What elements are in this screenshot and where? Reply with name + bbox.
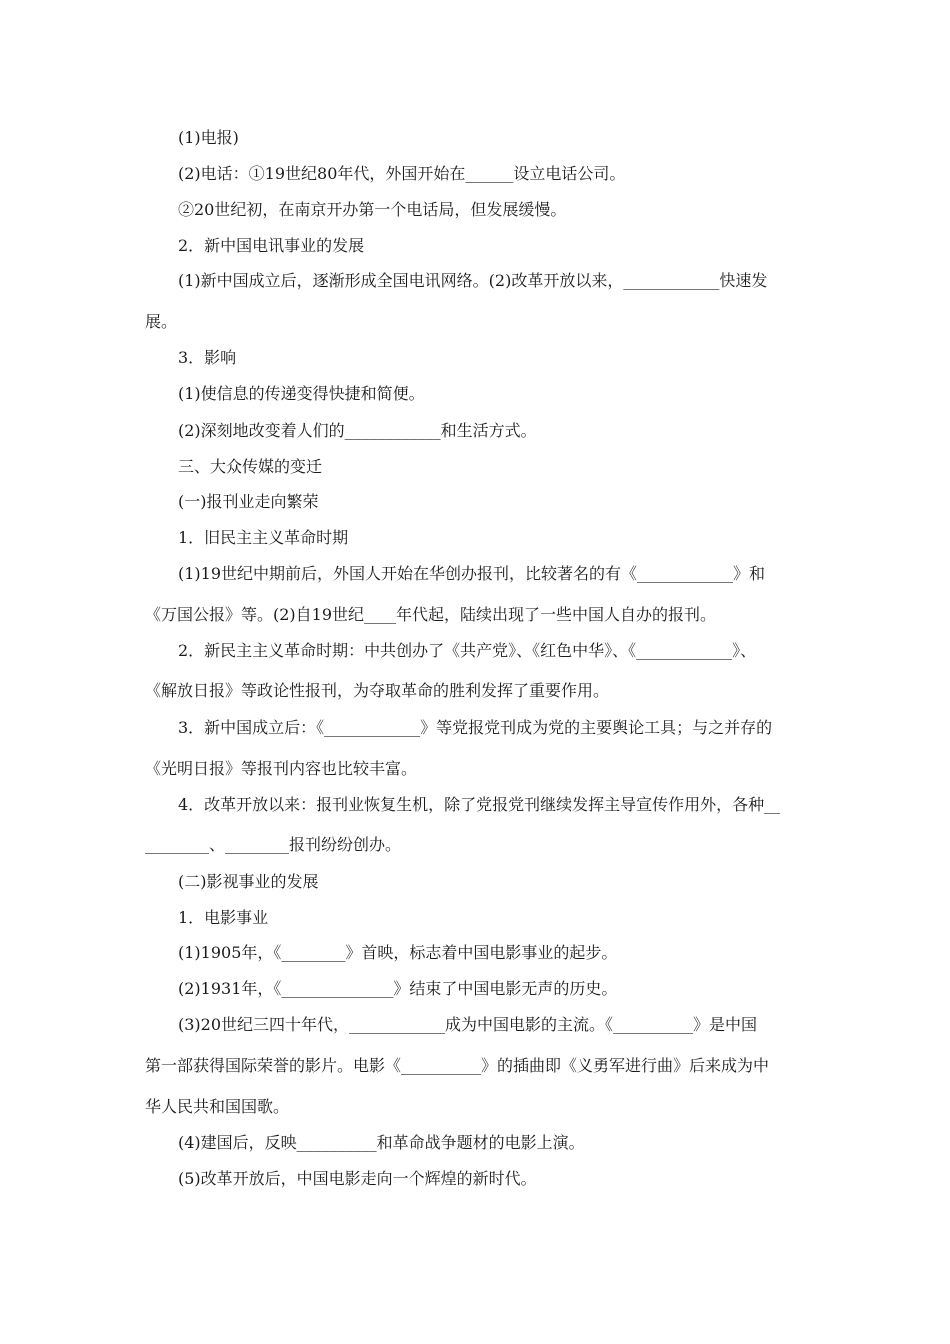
text-line: (1)电报) bbox=[178, 128, 239, 147]
section-heading: 1．旧民主主义革命时期 bbox=[178, 528, 349, 547]
text-line: 4．改革开放以来：报刊业恢复生机，除了党报党刊继续发挥主导宣传作用外，各种__ bbox=[178, 795, 781, 814]
text-line: (4)建国后，反映__________和革命战争题材的电影上演。 bbox=[178, 1133, 585, 1152]
text-line: (1)1905年，《________》首映，标志着中国电影事业的起步。 bbox=[178, 943, 618, 962]
text-line: 2．新民主主义革命时期：中共创办了《共产党》、《红色中华》、《____________》、 bbox=[178, 641, 757, 660]
text-line: (2)电话：①19世纪80年代，外国开始在______设立电话公司。 bbox=[178, 164, 626, 183]
text-line: (5)改革开放后，中国电影走向一个辉煌的新时代。 bbox=[178, 1169, 537, 1188]
section-heading: 三、大众传媒的变迁 bbox=[178, 457, 323, 476]
text-line: 《万国公报》等。(2)自19世纪____年代起，陆续出现了一些中国人自办的报刊。 bbox=[145, 605, 717, 624]
section-heading: 2．新中国电讯事业的发展 bbox=[178, 236, 365, 255]
text-line: (1)新中国成立后，逐渐形成全国电讯网络。(2)改革开放以来，____________快速发 bbox=[178, 271, 768, 290]
text-line: (1)使信息的传递变得快捷和简便。 bbox=[178, 384, 425, 403]
text-line: ________、________报刊纷纷创办。 bbox=[145, 835, 402, 854]
section-heading: (二)影视事业的发展 bbox=[178, 872, 319, 891]
text-line: (2)深刻地改变着人们的____________和生活方式。 bbox=[178, 421, 537, 440]
text-line: 第一部获得国际荣誉的影片。电影《__________》的插曲即《义勇军进行曲》后来成为中 bbox=[145, 1056, 770, 1075]
text-line: 《解放日报》等政论性报刊，为夺取革命的胜利发挥了重要作用。 bbox=[145, 681, 610, 700]
text-line: 华人民共和国国歌。 bbox=[145, 1097, 290, 1116]
text-line: (2)1931年，《______________》结束了中国电影无声的历史。 bbox=[178, 979, 618, 998]
section-heading: 3．影响 bbox=[178, 348, 237, 367]
text-line: (3)20世纪三四十年代，____________成为中国电影的主流。《__________》是中国 bbox=[178, 1015, 758, 1034]
section-heading: 1．电影事业 bbox=[178, 908, 269, 927]
text-line: 展。 bbox=[145, 312, 178, 331]
text-line: 《光明日报》等报刊内容也比较丰富。 bbox=[145, 759, 418, 778]
section-heading: (一)报刊业走向繁荣 bbox=[178, 492, 319, 511]
text-line: 3．新中国成立后：《____________》等党报党刊成为党的主要舆论工具；与之并存的 bbox=[178, 718, 773, 737]
text-line: (1)19世纪中期前后，外国人开始在华创办报刊，比较著名的有《____________》和 bbox=[178, 564, 766, 583]
text-line: ②20世纪初，在南京开办第一个电话局，但发展缓慢。 bbox=[178, 200, 567, 219]
